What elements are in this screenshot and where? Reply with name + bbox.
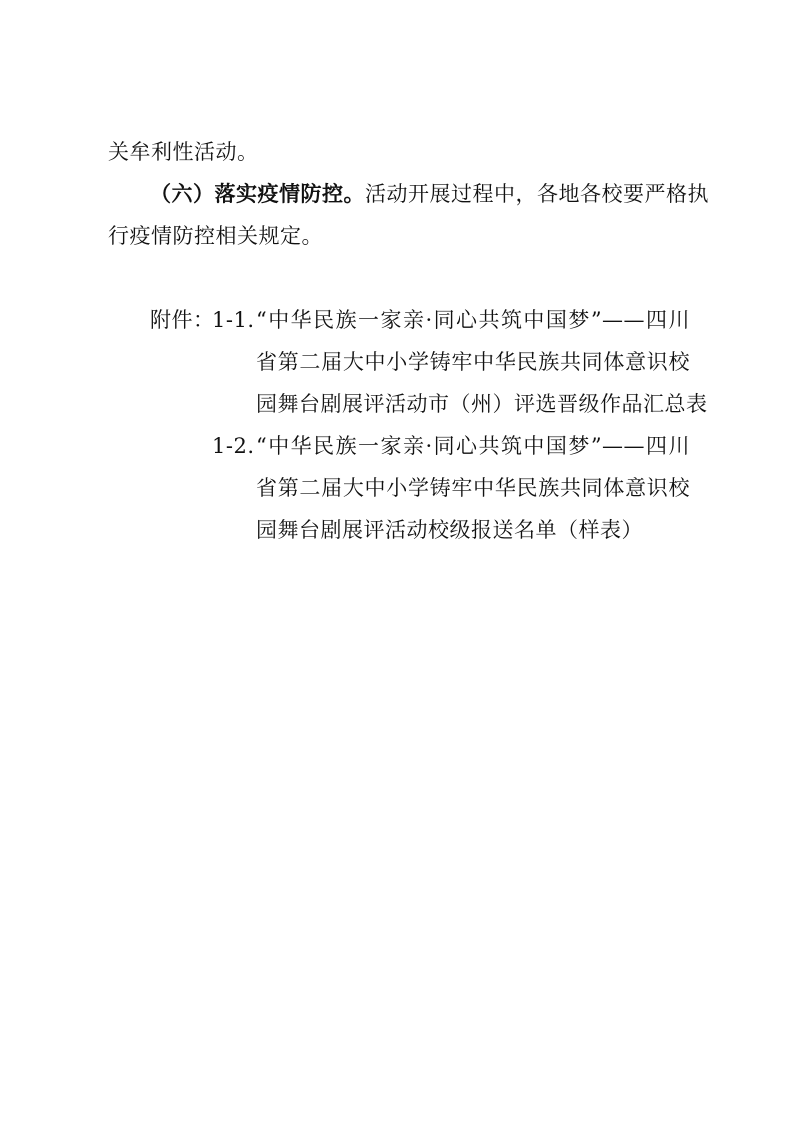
attachments-label-text: 附件： (150, 308, 215, 332)
attachment-1-1-line2 (256, 348, 690, 376)
item6-text-line2: 行疫情防控相关规定。 (108, 224, 323, 248)
item6-heading: （六）落实疫情防控。 (150, 182, 365, 206)
continuation-text: 关牟利性活动。 (108, 140, 259, 164)
attachment-title-line: “中华民族一家亲·同心共筑中国梦”——四川 (256, 434, 690, 458)
attachment-number: 1-2. (212, 434, 255, 458)
paragraph-item6-line1 (150, 180, 709, 208)
attachment-number: 1-1. (212, 308, 255, 332)
attachment-1-2-line2 (256, 474, 690, 502)
attachment-title-line: “中华民族一家亲·同心共筑中国梦”——四川 (256, 308, 690, 332)
attachment-title-line: 省第二届大中小学铸牢中华民族共同体意识校 (256, 476, 690, 500)
attachment-title-line: 省第二届大中小学铸牢中华民族共同体意识校 (256, 350, 690, 374)
attachment-title-line: 园舞台剧展评活动市（州）评选晋级作品汇总表 (256, 392, 708, 416)
attachments-label (150, 306, 215, 334)
attachment-1-1-number (212, 306, 255, 334)
item6-text-line1: 活动开展过程中，各地各校要严格执 (365, 182, 709, 206)
attachment-1-1-line3 (256, 390, 708, 418)
paragraph-continuation (108, 138, 259, 166)
attachment-1-2-line3 (256, 516, 643, 544)
attachment-1-2-line1 (256, 432, 690, 460)
attachment-1-2-number (212, 432, 255, 460)
attachment-1-1-line1 (256, 306, 690, 334)
attachment-title-line: 园舞台剧展评活动校级报送名单（样表） (256, 518, 643, 542)
paragraph-item6-line2 (108, 222, 323, 250)
